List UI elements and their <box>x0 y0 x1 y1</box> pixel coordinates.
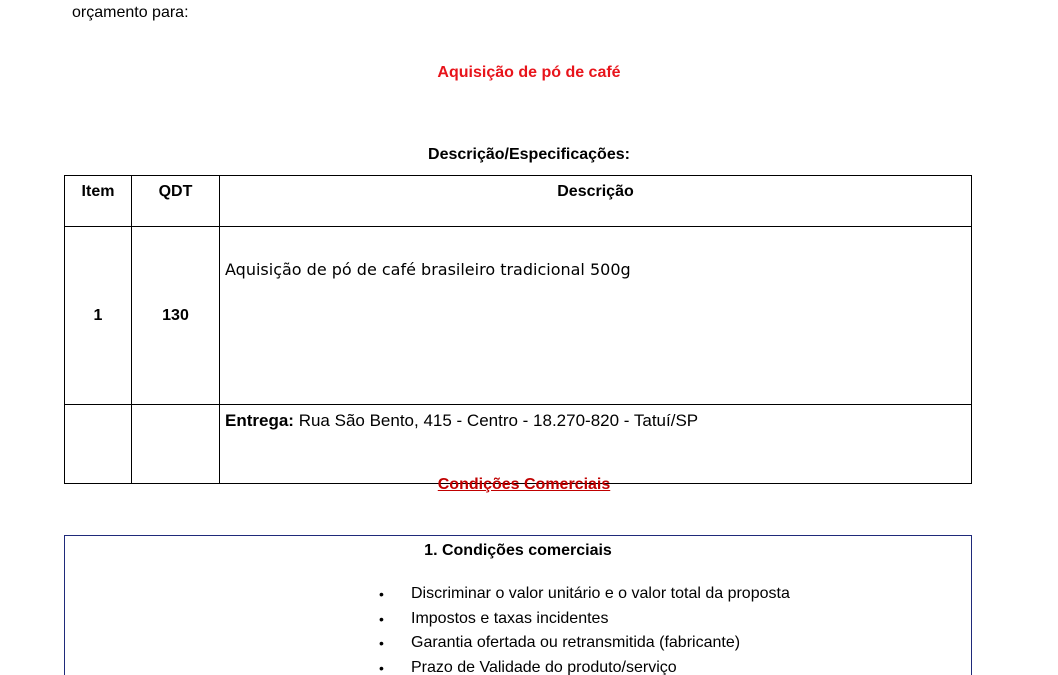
header-item: Item <box>65 176 132 227</box>
list-item-text: Garantia ofertada ou retransmitida (fabricante) <box>411 634 741 651</box>
delivery-row <box>65 405 972 484</box>
list-item <box>375 658 790 675</box>
conditions-list <box>375 584 790 675</box>
intro-text: orçamento para: <box>72 4 189 21</box>
conditions-box <box>64 535 972 675</box>
header-descricao: Descrição <box>220 176 972 227</box>
cell-descricao: Aquisição de pó de café brasileiro tradicional 500g <box>220 227 972 405</box>
header-qdt: QDT <box>132 176 220 227</box>
list-item <box>375 609 790 634</box>
list-item-text: Prazo de Validade do produto/serviço <box>411 658 677 675</box>
conditions-title: 1. Condições comerciais <box>424 542 612 559</box>
delivery-label: Entrega: <box>225 411 294 430</box>
delivery-address: Rua São Bento, 415 - Centro - 18.270-820 - Tatuí/SP <box>293 411 699 430</box>
cell-entrega <box>220 405 972 484</box>
bullet-icon: • <box>379 635 384 651</box>
table-header-row <box>65 176 972 227</box>
list-item <box>375 633 790 658</box>
cell-item: 1 <box>65 227 132 405</box>
commercial-heading: Condições Comerciais <box>437 476 611 493</box>
list-item-text: Discriminar o valor unitário e o valor total da proposta <box>411 585 790 602</box>
cell-empty-item <box>65 405 132 484</box>
items-table <box>64 175 972 484</box>
list-item <box>375 584 790 609</box>
cell-empty-qdt <box>132 405 220 484</box>
list-item-text: Impostos e taxas incidentes <box>411 609 609 627</box>
bullet-icon: • <box>379 610 384 627</box>
bullet-icon: • <box>379 659 384 675</box>
document-title: Aquisição de pó de café <box>437 64 621 81</box>
bullet-icon: • <box>379 586 384 602</box>
table-row <box>65 227 972 405</box>
cell-qdt: 130 <box>132 227 220 405</box>
specs-heading: Descrição/Especificações: <box>428 146 630 163</box>
